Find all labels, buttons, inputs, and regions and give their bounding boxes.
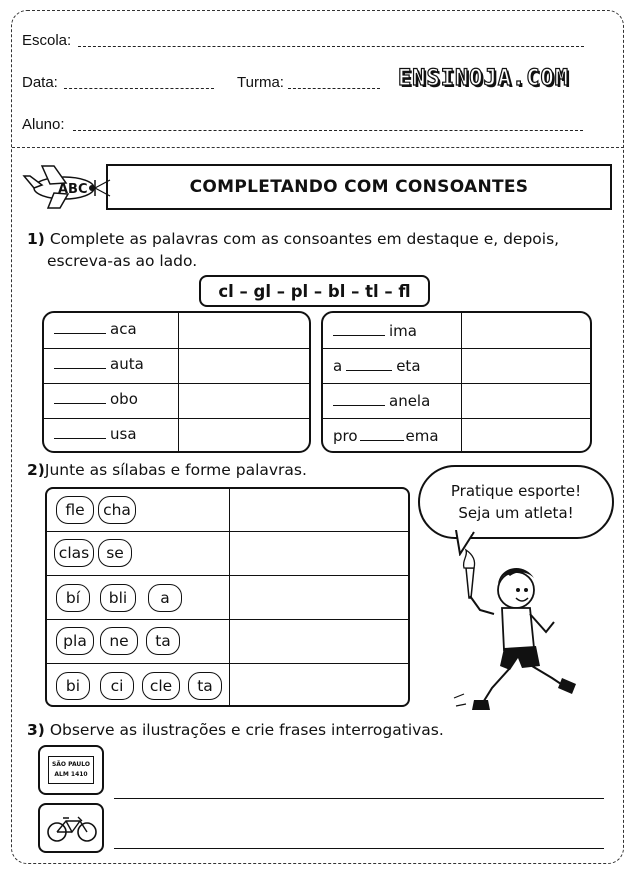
word-blank-item[interactable]: usa	[54, 425, 137, 443]
answer-line[interactable]	[114, 798, 604, 799]
bicycle-icon	[46, 815, 98, 843]
table-row-line	[323, 418, 590, 419]
syllable-chip: bí	[56, 584, 90, 612]
data-label: Data:	[22, 74, 58, 91]
word-blank-item[interactable]: pro ema	[333, 427, 439, 445]
table-row-line	[44, 348, 309, 349]
syllable-chip: se	[98, 539, 132, 567]
airplane-icon	[20, 158, 112, 214]
site-logo: ENSINOJA.COM	[398, 66, 569, 91]
aluno-label: Aluno:	[22, 116, 65, 133]
bicycle-illustration	[38, 803, 104, 853]
syllable-chip: cha	[98, 496, 136, 524]
aluno-field[interactable]	[73, 130, 583, 131]
word-blank-item[interactable]: a eta	[333, 357, 421, 375]
q1-text-line1: Complete as palavras com as consoantes em destaque e, depois,	[49, 230, 560, 248]
title-banner	[106, 164, 612, 210]
q2-number: 2)	[27, 461, 45, 479]
table-row-line	[47, 619, 408, 620]
table-row-line	[323, 383, 590, 384]
word-blank-item[interactable]: anela	[333, 392, 430, 410]
banner-title: COMPLETANDO COM CONSOANTES	[189, 177, 529, 197]
bus-sign-illustration	[38, 745, 104, 795]
header-separator	[12, 147, 624, 148]
sign-line1: SÃO PAULO	[51, 761, 91, 768]
table-divider	[229, 489, 230, 705]
q2-instruction	[27, 460, 307, 481]
q3-number: 3)	[27, 721, 45, 739]
escola-field[interactable]	[78, 46, 584, 47]
q1-number: 1)	[27, 230, 45, 248]
syllable-chip: ta	[188, 672, 222, 700]
word-blank-item[interactable]: auta	[54, 355, 144, 373]
sign-line2: ALM 1410	[54, 771, 88, 778]
table-divider	[461, 313, 462, 451]
syllable-chip: cle	[142, 672, 180, 700]
syllable-chip: bli	[100, 584, 136, 612]
word-blank-item[interactable]: aca	[54, 320, 137, 338]
syllable-chip: a	[148, 584, 182, 612]
syllable-chip: bi	[56, 672, 90, 700]
turma-field[interactable]	[288, 88, 380, 89]
speech-line2: Seja um atleta!	[458, 504, 574, 522]
runner-boy-icon	[452, 548, 582, 716]
syllable-chip: ne	[100, 627, 138, 655]
consonant-box	[199, 275, 430, 307]
sign-icon	[48, 756, 94, 784]
word-blank-item[interactable]: obo	[54, 390, 138, 408]
speech-bubble	[418, 465, 614, 539]
speech-line1: Pratique esporte!	[450, 482, 582, 500]
data-field[interactable]	[64, 88, 214, 89]
syllable-chip: fle	[56, 496, 94, 524]
consonant-list: cl – gl – pl – bl – tl – fl	[218, 281, 411, 301]
q1-text-line2: escreva-as ao lado.	[47, 252, 198, 270]
escola-label: Escola:	[22, 32, 72, 49]
syllable-chip: ta	[146, 627, 180, 655]
svg-text:ABC: ABC	[58, 182, 88, 197]
table-divider	[178, 313, 179, 451]
answer-line[interactable]	[114, 848, 604, 849]
table-row-line	[47, 575, 408, 576]
table-row-line	[323, 348, 590, 349]
word-blank-item[interactable]: ima	[333, 322, 417, 340]
table-row-line	[47, 531, 408, 532]
table-row-line	[44, 383, 309, 384]
syllable-chip: ci	[100, 672, 134, 700]
syllable-chip: clas	[54, 539, 94, 567]
table-row-line	[44, 418, 309, 419]
table-row-line	[47, 663, 408, 664]
q3-instruction	[27, 720, 444, 741]
turma-label: Turma:	[237, 74, 284, 91]
q2-text: Junte as sílabas e forme palavras.	[44, 461, 307, 479]
syllable-chip: pla	[56, 627, 94, 655]
q3-text: Observe as ilustrações e crie frases interrogativas.	[49, 721, 444, 739]
q1-instruction	[27, 229, 559, 250]
